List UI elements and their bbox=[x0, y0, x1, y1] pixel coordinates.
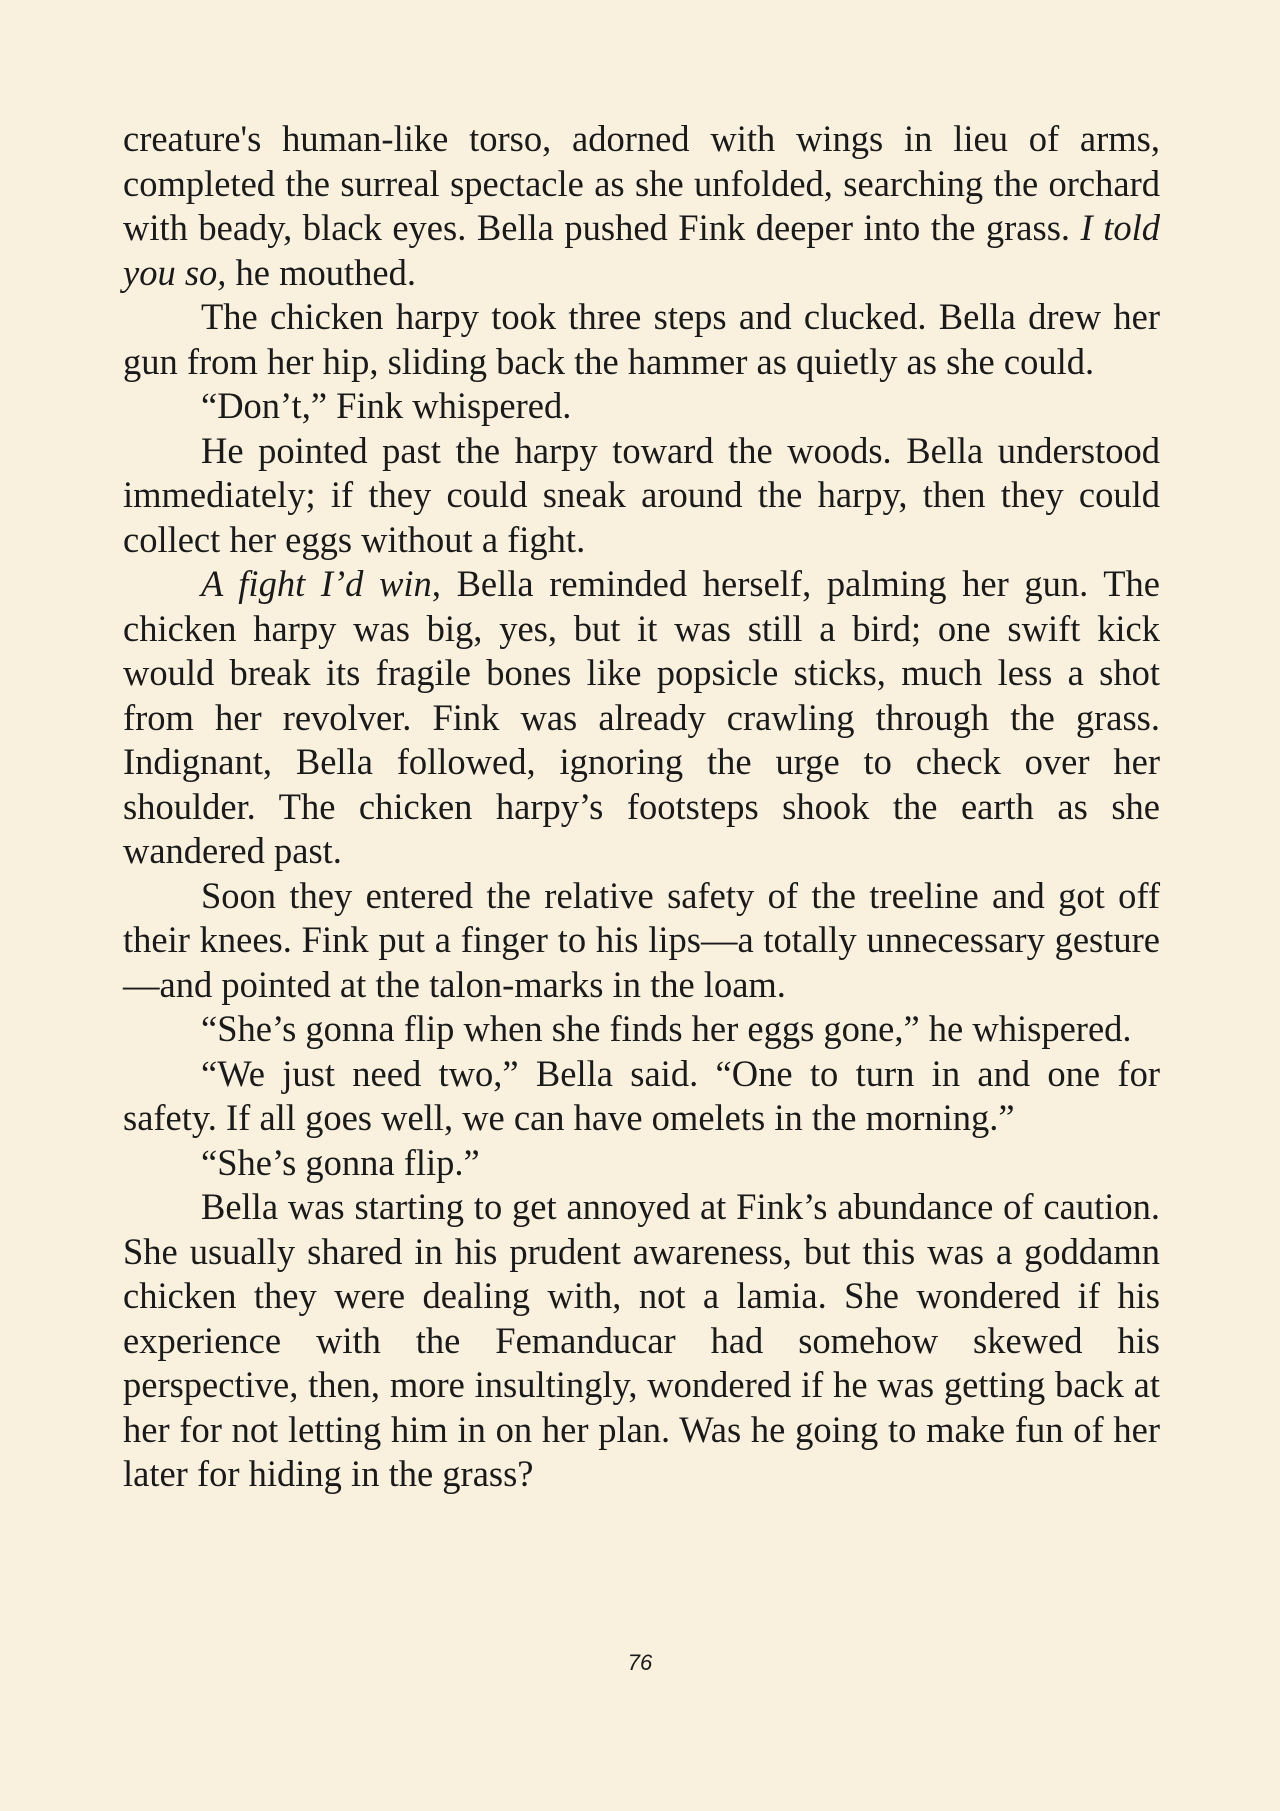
text-segment: “She’s gonna flip.” bbox=[201, 1141, 480, 1183]
text-segment: , Bella reminded herself, palming her gun. The chicken harpy was big, yes, but it was still a bird; one swift kick would break its fragile bones like popsicle sticks, much less a shot from her revolver. Fink was already crawling through the grass. Indignant, Bella followed, ignoring the urge to check over her shoulder. The chicken harpy’s footsteps shook the earth as she wandered past. bbox=[123, 563, 1160, 871]
paragraph bbox=[123, 562, 1160, 874]
italic-text-segment: A fight I’d win bbox=[201, 563, 432, 604]
page-number: 76 bbox=[627, 1650, 653, 1675]
text-segment: He pointed past the harpy toward the woods. Bella understood immediately; if they could sneak around the harpy, then they could collect her eggs without a fight. bbox=[123, 429, 1160, 560]
text-segment: “Don’t,” Fink whispered. bbox=[201, 385, 572, 426]
text-segment: Bella was starting to get annoyed at Fink’s abundance of caution. She usually shared in his prudent awareness, but this was a goddamn chicken they were dealing with, not a lamia. She wondered if his experience with the Femanducar had somehow skewed his perspective, then, more insultingly, wondered if he was getting back at her for not letting him in on her plan. Was he going to make fun of her later for hiding in the grass? bbox=[123, 1186, 1160, 1494]
paragraph bbox=[123, 1141, 1160, 1186]
paragraph bbox=[123, 1052, 1160, 1141]
text-segment: “She’s gonna flip when she finds her eggs gone,” he whispered. bbox=[201, 1008, 1132, 1049]
paragraph bbox=[123, 117, 1160, 295]
paragraph bbox=[123, 1007, 1160, 1052]
italic-text-segment: I told you so, bbox=[123, 207, 1160, 293]
text-segment: Soon they entered the relative safety of the treeline and got off their knees. Fink put a finger to his lips—a totally unnecessary gesture—and pointed at the talon-marks in the loam. bbox=[123, 874, 1160, 1005]
text-segment: creature's human-like torso, adorned with wings in lieu of arms, completed the surreal spectacle as she unfolded, searching the orchard with beady, black eyes. Bella pushed Fink deeper into the grass. bbox=[123, 118, 1160, 248]
paragraph bbox=[123, 295, 1160, 384]
paragraph bbox=[123, 429, 1160, 563]
text-segment: The chicken harpy took three steps and clucked. Bella drew her gun from her hip, sliding back the hammer as quietly as she could. bbox=[123, 296, 1160, 382]
paragraph bbox=[123, 1185, 1160, 1497]
paragraph bbox=[123, 384, 1160, 429]
paragraph bbox=[123, 874, 1160, 1008]
text-segment: he mouthed. bbox=[226, 251, 416, 293]
page-body bbox=[123, 117, 1160, 1497]
text-segment: “We just need two,” Bella said. “One to turn in and one for safety. If all goes well, we can have omelets in the morning.” bbox=[123, 1052, 1160, 1138]
